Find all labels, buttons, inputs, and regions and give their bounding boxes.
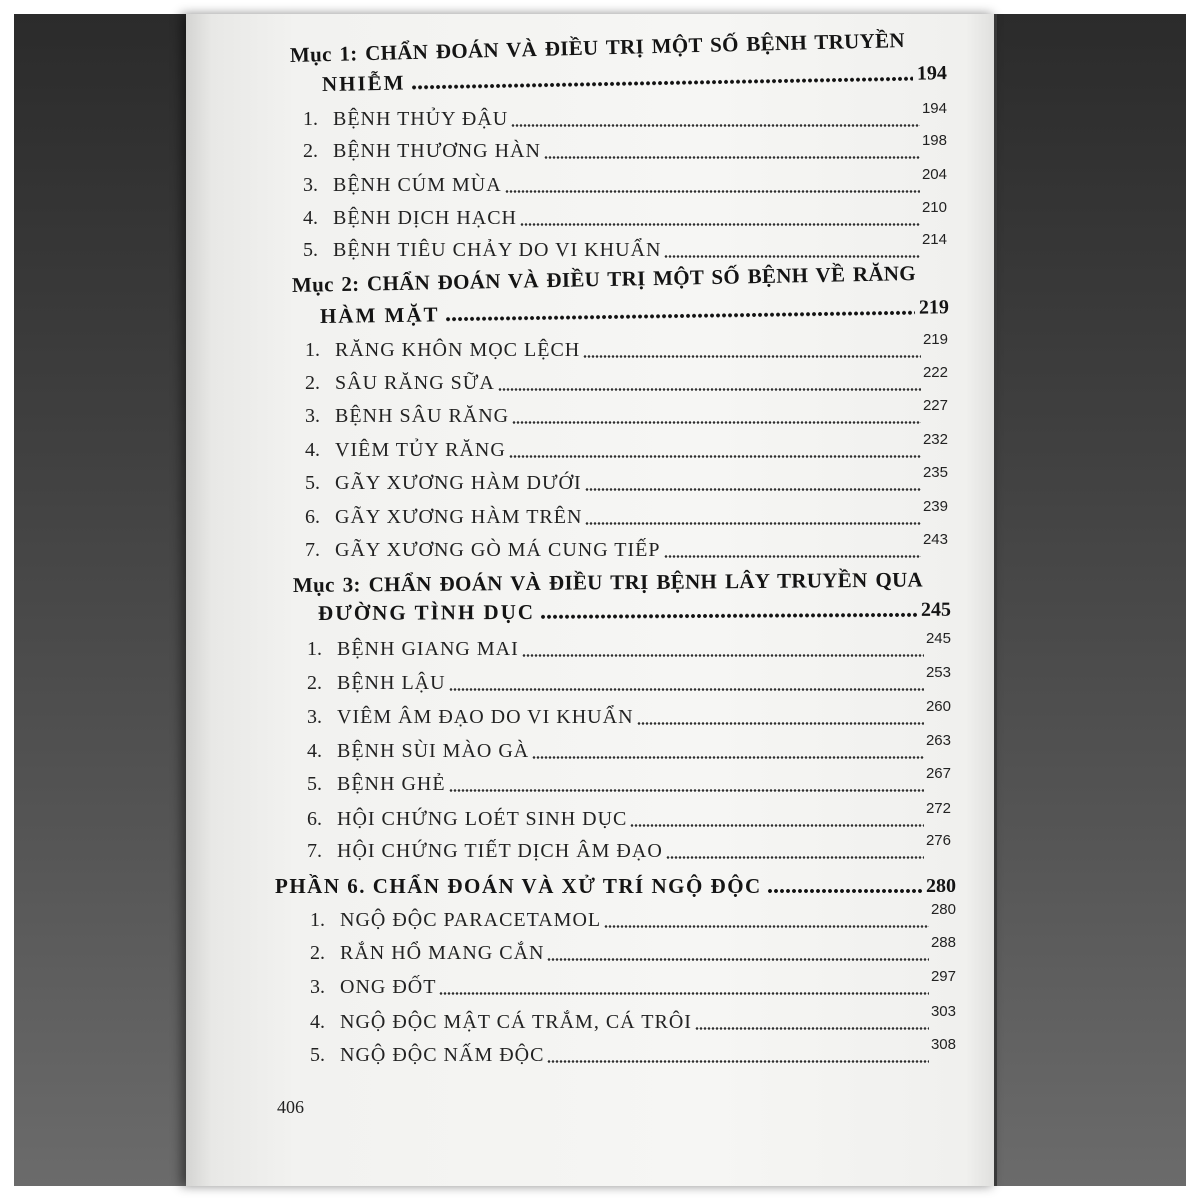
leader-dots [666, 856, 924, 859]
item-page: 239 [922, 498, 948, 515]
leader-dots [664, 555, 921, 558]
item-number: 1. [305, 339, 320, 361]
page-number: 406 [277, 1097, 304, 1117]
leader-dots [411, 77, 913, 90]
toc-item [310, 968, 956, 1002]
item-title: BỆNH SÂU RĂNG [335, 405, 510, 427]
item-number: 6. [305, 506, 320, 528]
item-title: GÃY XƯƠNG GÒ MÁ CUNG TIẾP [335, 539, 661, 561]
section-title: CHẨN ĐOÁN VÀ ĐIỀU TRỊ BỆNH LÂY TRUYỀN QUA [368, 567, 924, 597]
item-title: HỘI CHỨNG TIẾT DỊCH ÂM ĐẠO [337, 840, 663, 862]
item-number: 2. [305, 372, 320, 394]
item-page: 204 [921, 166, 947, 183]
section-title: CHẨN ĐOÁN VÀ ĐIỀU TRỊ MỘT SỐ BỆNH TRUYỀN [364, 27, 906, 66]
item-number: 2. [303, 140, 318, 162]
toc-item [305, 364, 948, 398]
item-title: ONG ĐỐT [340, 976, 437, 998]
leader-dots [445, 311, 915, 322]
toc-item [303, 100, 947, 134]
item-number: 1. [307, 638, 322, 660]
item-page: 260 [925, 698, 951, 715]
leader-dots [509, 455, 921, 458]
leader-dots [532, 756, 924, 759]
item-page: 232 [922, 431, 948, 448]
item-title: VIÊM TỦY RĂNG [335, 439, 506, 461]
section-page: 194 [916, 62, 948, 85]
item-title: BỆNH LẬU [337, 672, 446, 694]
item-page: 245 [925, 630, 951, 647]
item-title: SÂU RĂNG SỮA [335, 372, 495, 394]
item-number: 2. [307, 672, 322, 694]
item-title: BỆNH GHẺ [337, 773, 446, 795]
item-page: 308 [930, 1036, 956, 1053]
section-label: Mục 3: [292, 572, 361, 597]
item-title: VIÊM ÂM ĐẠO DO VI KHUẨN [337, 706, 634, 728]
toc-item [305, 431, 948, 465]
toc-item [307, 832, 951, 866]
item-page: 210 [921, 199, 947, 216]
leader-dots [583, 355, 921, 358]
section-page: 219 [918, 296, 950, 319]
section-label: Mục 2: [291, 271, 360, 297]
item-number: 3. [307, 706, 322, 728]
item-number: 7. [305, 539, 320, 561]
leader-dots [439, 992, 929, 995]
toc-item [307, 732, 951, 766]
item-title: BỆNH SÙI MÀO GÀ [337, 740, 530, 762]
item-page: 222 [922, 364, 948, 381]
toc-item [310, 1036, 956, 1070]
item-page: 297 [930, 968, 956, 985]
toc-item [303, 166, 947, 200]
item-page: 235 [922, 464, 948, 481]
section-heading-line2 [320, 292, 949, 331]
toc-item [307, 630, 951, 664]
item-title: GÃY XƯƠNG HÀM TRÊN [335, 506, 583, 528]
item-title: GÃY XƯƠNG HÀM DƯỚI [335, 472, 582, 494]
toc-item [303, 199, 947, 233]
leader-dots [449, 789, 924, 792]
item-number: 4. [310, 1011, 325, 1033]
item-title: BỆNH THỦY ĐẬU [333, 108, 509, 130]
part-heading [275, 871, 956, 901]
leader-dots [664, 255, 920, 258]
item-title: BỆNH TIÊU CHẢY DO VI KHUẨN [333, 239, 662, 261]
item-page: 288 [930, 934, 956, 951]
leader-dots [540, 613, 917, 619]
item-title: BỆNH GIANG MAI [337, 638, 519, 660]
leader-dots [505, 190, 920, 193]
toc-item [310, 1003, 956, 1037]
leader-dots [547, 958, 929, 961]
leader-dots [630, 824, 924, 827]
section-title: CHẨN ĐOÁN VÀ ĐIỀU TRỊ MỘT SỐ BỆNH VỀ RĂNG [366, 261, 917, 296]
toc-item [307, 698, 951, 732]
section-title-continued: HÀM MẶT [319, 302, 440, 328]
toc-item [303, 132, 947, 166]
section-label: Mục 1: [289, 41, 358, 67]
item-page: 280 [930, 901, 956, 918]
item-page: 272 [925, 800, 951, 817]
item-number: 5. [310, 1044, 325, 1066]
section-title-continued: ĐƯỜNG TÌNH DỤC [317, 599, 536, 625]
toc-item [310, 934, 956, 968]
leader-dots [520, 223, 920, 226]
item-page: 194 [921, 100, 947, 117]
item-page: 214 [921, 231, 947, 248]
leader-dots [767, 889, 922, 893]
item-number: 4. [305, 439, 320, 461]
toc-item [305, 464, 948, 498]
item-title: NGỘ ĐỘC MẬT CÁ TRẮM, CÁ TRÔI [340, 1011, 692, 1033]
item-title: BỆNH CÚM MÙA [333, 174, 502, 196]
leader-dots [449, 688, 924, 691]
item-title: BỆNH THƯƠNG HÀN [333, 140, 541, 162]
section-page: 245 [920, 598, 952, 621]
item-title: HỘI CHỨNG LOÉT SINH DỤC [337, 808, 628, 830]
item-page: 219 [922, 331, 948, 348]
leader-dots [604, 925, 929, 928]
item-page: 227 [922, 397, 948, 414]
item-number: 5. [307, 773, 322, 795]
item-number: 4. [307, 740, 322, 762]
item-number: 3. [303, 174, 318, 196]
item-number: 3. [305, 405, 320, 427]
section-heading-line2 [318, 595, 951, 628]
leader-dots [695, 1027, 929, 1030]
leader-dots [511, 124, 920, 127]
toc-item [307, 800, 951, 834]
leader-dots [522, 654, 924, 657]
item-number: 6. [307, 808, 322, 830]
toc-item [307, 664, 951, 698]
leader-dots [585, 488, 921, 491]
item-number: 1. [303, 108, 318, 130]
item-page: 303 [930, 1003, 956, 1020]
leader-dots [637, 722, 924, 725]
item-title: RĂNG KHÔN MỌC LỆCH [335, 339, 581, 361]
item-number: 5. [305, 472, 320, 494]
leader-dots [585, 522, 921, 525]
item-page: 276 [925, 832, 951, 849]
item-number: 4. [303, 207, 318, 229]
item-title: NGỘ ĐỘC NẤM ĐỘC [340, 1044, 545, 1066]
item-title: BỆNH DỊCH HẠCH [333, 207, 517, 229]
section-title-continued: NHIỄM [321, 70, 406, 96]
toc-item [305, 397, 948, 431]
item-number: 7. [307, 840, 322, 862]
item-title: NGỘ ĐỘC PARACETAMOL [340, 909, 602, 931]
item-title: RẮN HỔ MANG CẮN [340, 942, 545, 964]
toc-item [310, 901, 956, 935]
toc-item [305, 331, 948, 365]
leader-dots [544, 156, 920, 159]
leader-dots [498, 388, 921, 391]
item-page: 253 [925, 664, 951, 681]
part-page: 280 [926, 875, 956, 897]
item-page: 198 [921, 132, 947, 149]
item-page: 263 [925, 732, 951, 749]
item-number: 5. [303, 239, 318, 261]
toc-item [307, 765, 951, 799]
item-number: 3. [310, 976, 325, 998]
leader-dots [512, 421, 921, 424]
item-page: 267 [925, 765, 951, 782]
item-number: 2. [310, 942, 325, 964]
part-title: PHẦN 6. CHẨN ĐOÁN VÀ XỬ TRÍ NGỘ ĐỘC [275, 874, 762, 898]
toc-item [305, 531, 948, 565]
item-page: 243 [922, 531, 948, 548]
leader-dots [547, 1060, 929, 1063]
item-number: 1. [310, 909, 325, 931]
toc-item [305, 498, 948, 532]
